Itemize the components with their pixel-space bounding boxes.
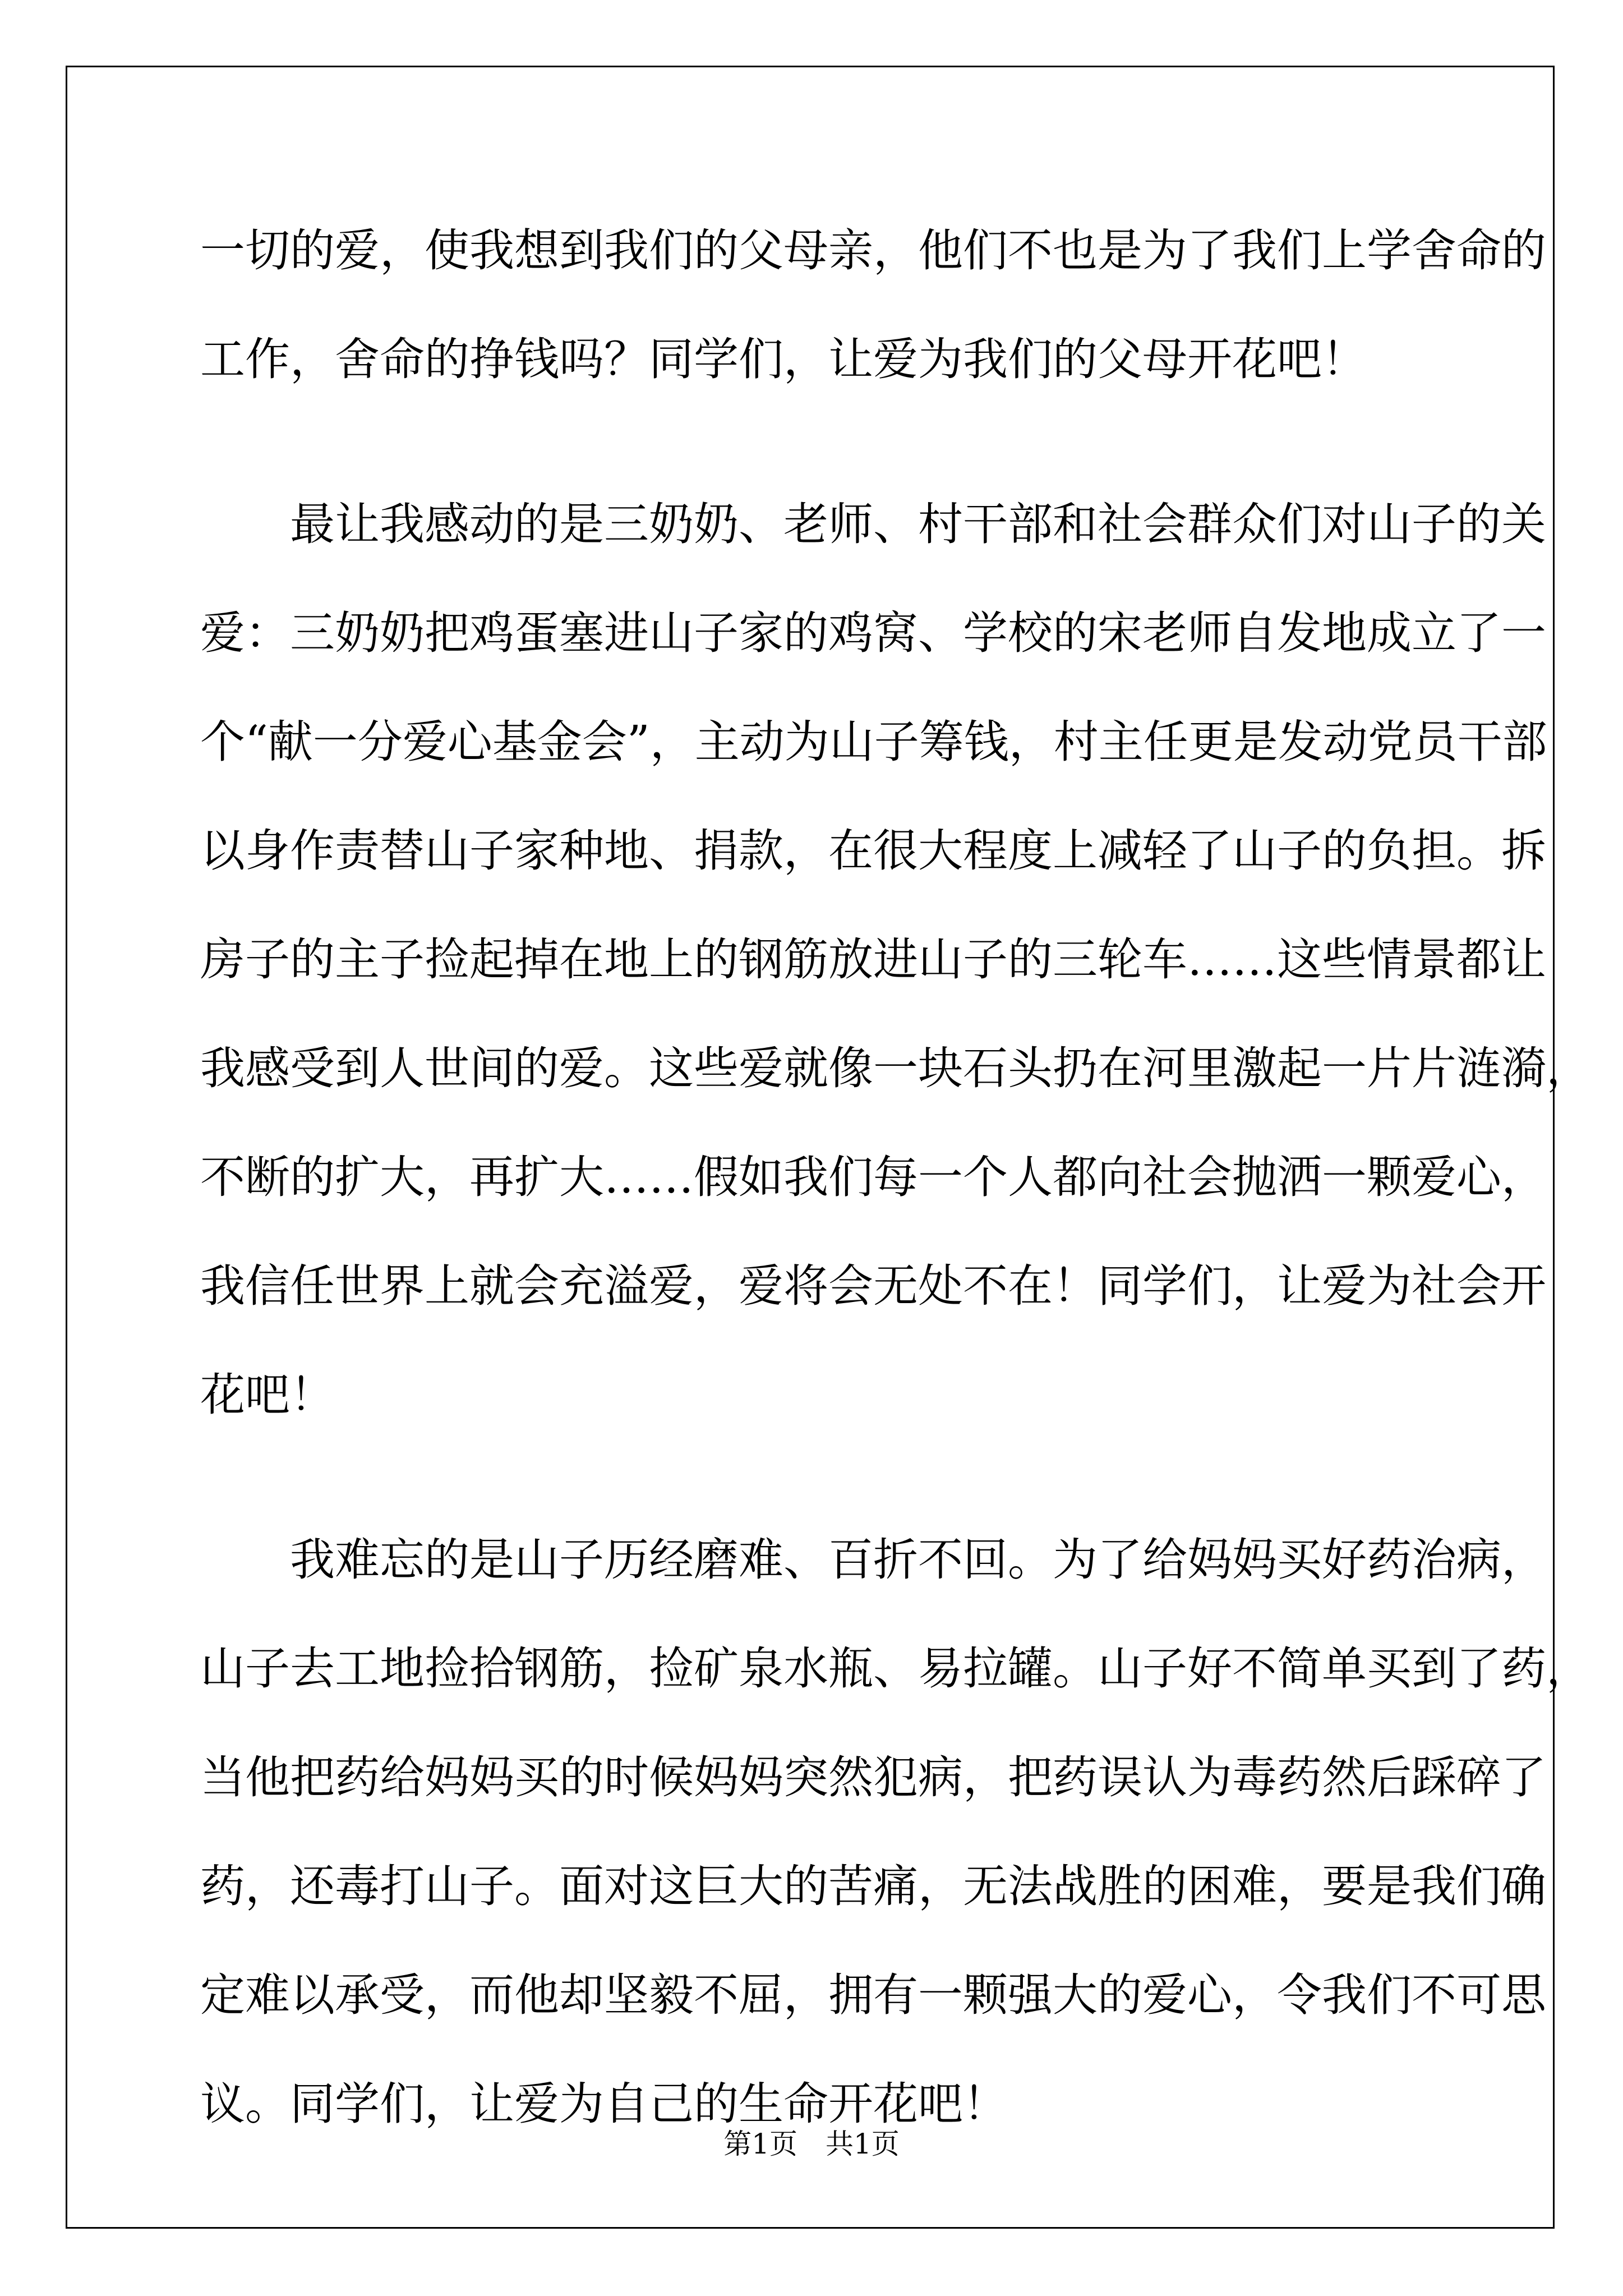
text-line: 我感受到人世间的爱。这些爱就像一块石头扔在河里激起一片片涟漪， bbox=[200, 1042, 1591, 1094]
paragraph bbox=[200, 216, 1546, 434]
text-line: 房子的主子捡起掉在地上的钢筋放进山子的三轮车……这些情景都让 bbox=[200, 933, 1546, 986]
paragraph bbox=[200, 490, 1591, 1469]
page-number: 第1页 bbox=[723, 2128, 797, 2160]
text-line: 以身作责替山子家种地、捐款，在很大程度上减轻了山子的负担。拆 bbox=[200, 825, 1546, 877]
text-line: 最让我感动的是三奶奶、老师、村干部和社会群众们对山子的关 bbox=[200, 498, 1546, 550]
text-line: 山子去工地捡拾钢筋，捡矿泉水瓶、易拉罐。山子好不简单买到了药， bbox=[200, 1642, 1591, 1695]
text-line: 我难忘的是山子历经磨难、百折不回。为了给妈妈买好药治病， bbox=[200, 1534, 1546, 1586]
page-footer bbox=[0, 2127, 1623, 2161]
text-line: 个“献一分爱心基金会”，主动为山子筹钱，村主任更是发动党员干部 bbox=[200, 716, 1547, 768]
text-line: 爱：三奶奶把鸡蛋塞进山子家的鸡窝、学校的宋老师自发地成立了一 bbox=[200, 607, 1546, 659]
text-line: 一切的爱，使我想到我们的父母亲，他们不也是为了我们上学舍命的 bbox=[200, 224, 1546, 277]
paragraph bbox=[200, 1525, 1591, 2178]
text-line: 花吧！ bbox=[200, 1369, 335, 1421]
text-line: 工作，舍命的挣钱吗？同学们，让爱为我们的父母开花吧！ bbox=[200, 333, 1367, 385]
text-line: 当他把药给妈妈买的时候妈妈突然犯病，把药误认为毒药然后踩碎了 bbox=[200, 1751, 1546, 1803]
text-line: 议。同学们，让爱为自己的生命开花吧！ bbox=[200, 2078, 1008, 2130]
page-total: 共1页 bbox=[826, 2128, 900, 2160]
text-line: 药，还毒打山子。面对这巨大的苦痛，无法战胜的困难，要是我们确 bbox=[200, 1860, 1546, 1912]
body-text bbox=[200, 216, 1591, 2178]
text-line: 我信任世界上就会充溢爱，爱将会无处不在！同学们，让爱为社会开 bbox=[200, 1260, 1546, 1312]
text-line: 不断的扩大，再扩大……假如我们每一个人都向社会抛洒一颗爱心， bbox=[200, 1151, 1546, 1203]
text-line: 定难以承受，而他却坚毅不屈，拥有一颗强大的爱心，令我们不可思 bbox=[200, 1969, 1546, 2021]
